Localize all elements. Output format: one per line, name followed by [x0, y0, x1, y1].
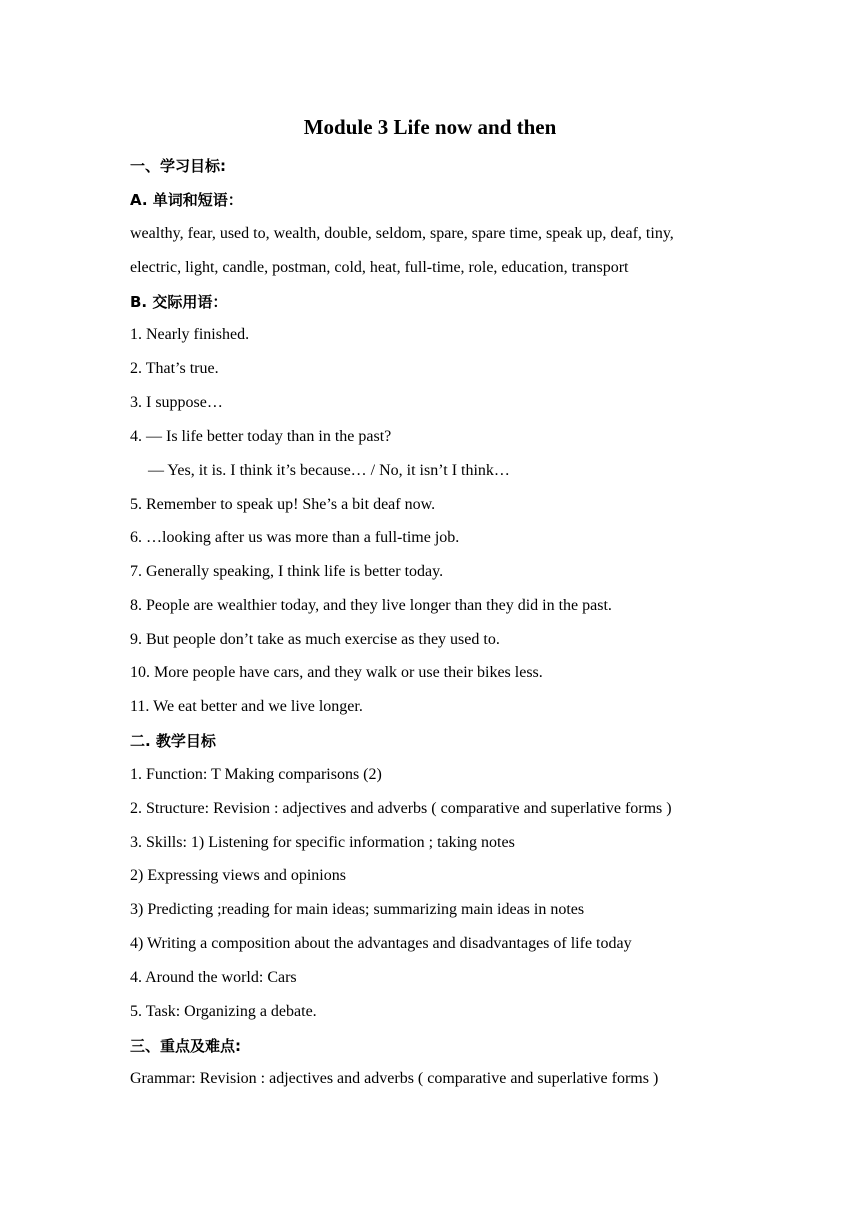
expression-item: 7. Generally speaking, I think life is better today. [130, 563, 444, 580]
objective-item: 4) Writing a composition about the advantages and disadvantages of life today [130, 935, 632, 952]
expression-item: 2. That’s true. [130, 360, 219, 377]
section-heading-learning-goals: 一、学习目标: [130, 157, 226, 175]
document-title: Module 3 Life now and then [303, 115, 557, 139]
objective-item: 2) Expressing views and opinions [130, 867, 346, 884]
expression-item: — Yes, it is. I think it’s because… / No, it isn’t I think… [148, 462, 510, 479]
objective-item: 5. Task: Organizing a debate. [130, 1003, 317, 1020]
objective-item: 2. Structure: Revision : adjectives and adverbs ( comparative and superlative forms ) [130, 800, 672, 817]
vocabulary-line: wealthy, fear, used to, wealth, double, seldom, spare, spare time, speak up, deaf, tiny, [130, 225, 674, 242]
objective-item: 3) Predicting ;reading for main ideas; summarizing main ideas in notes [130, 901, 585, 918]
expression-item: 5. Remember to speak up! She’s a bit deaf now. [130, 496, 436, 513]
objective-item: 4. Around the world: Cars [130, 969, 297, 986]
expression-item: 3. I suppose… [130, 394, 223, 411]
subheading-expressions: B. 交际用语： [130, 293, 228, 311]
section-heading-teaching-goals: 二. 教学目标 [130, 732, 216, 750]
expression-item: 11. We eat better and we live longer. [130, 698, 363, 715]
expression-item: 8. People are wealthier today, and they live longer than they did in the past. [130, 597, 612, 614]
grammar-line: Grammar: Revision : adjectives and adverbs ( comparative and superlative forms ) [130, 1070, 659, 1087]
objective-item: 3. Skills: 1) Listening for specific information ; taking notes [130, 834, 515, 851]
subheading-vocabulary: A. 单词和短语： [130, 191, 243, 209]
expression-item: 6. …looking after us was more than a full-time job. [130, 529, 460, 546]
expression-item: 10. More people have cars, and they walk or use their bikes less. [130, 664, 543, 681]
expression-item: 9. But people don’t take as much exercise as they used to. [130, 631, 500, 648]
vocabulary-line: electric, light, candle, postman, cold, heat, full-time, role, education, transport [130, 259, 629, 276]
expression-item: 1. Nearly finished. [130, 326, 250, 343]
objective-item: 1. Function: T Making comparisons (2) [130, 766, 382, 783]
section-heading-key-points: 三、重点及难点: [130, 1037, 241, 1055]
expression-item: 4. — Is life better today than in the past? [130, 428, 392, 445]
